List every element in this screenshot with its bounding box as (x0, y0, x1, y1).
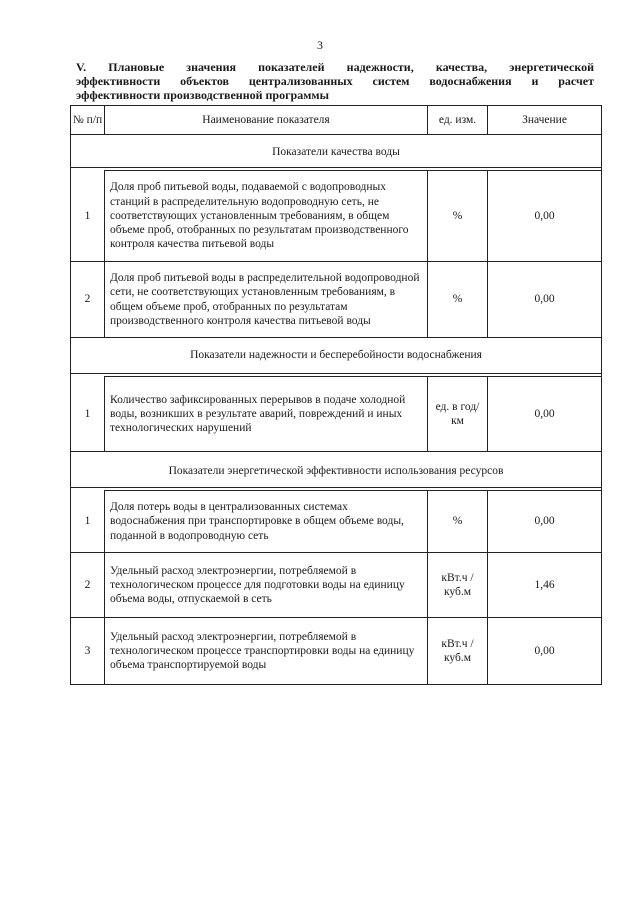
table-row (71, 377, 602, 452)
row-unit: кВт.ч / куб.м (428, 553, 488, 618)
heading-line-3: эффективности производственной программы (76, 88, 329, 102)
table-row (71, 171, 602, 262)
row-num: 2 (71, 262, 105, 338)
row-name: Количество зафиксированных перерывов в подаче холодной воды, возникших в результате аварий, повреждений и иных технологических нарушений (105, 377, 428, 452)
row-name: Доля потерь воды в централизованных системах водоснабжения при транспортировке в общем объеме воды, поданной в водопроводную сеть (105, 491, 428, 553)
row-num: 2 (71, 553, 105, 618)
row-value: 1,46 (488, 553, 602, 618)
section-title-row (71, 138, 602, 168)
section-title-energy: Показатели энергетической эффективности использования ресурсов (71, 455, 602, 488)
row-value: 0,00 (488, 491, 602, 553)
section-title-row (71, 338, 602, 374)
page-number: 3 (317, 38, 323, 52)
header-name: Наименование показателя (105, 106, 428, 135)
row-value: 0,00 (488, 618, 602, 685)
row-num: 3 (71, 618, 105, 685)
header-num: № п/п (71, 106, 105, 135)
section-heading (76, 60, 594, 88)
table-header-row (71, 106, 602, 135)
row-name: Удельный расход электроэнергии, потребляемой в технологическом процессе для подготовки воды на единицу объема воды, отпускаемой в сеть (105, 553, 428, 618)
row-unit: кВт.ч / куб.м (428, 618, 488, 685)
heading-line-1: V. Плановые значения показателей надежности, качества, энергетической (76, 60, 594, 74)
row-name: Доля проб питьевой воды в распределительной водопроводной сети, не соответствующих установленным требованиям, в общем объеме проб, отобранных по результатам производственного контроля качества питьевой воды (105, 262, 428, 338)
indicators-table (70, 105, 602, 685)
row-unit: % (428, 262, 488, 338)
row-unit: ед. в год/ км (428, 377, 488, 452)
section-title-row (71, 455, 602, 488)
heading-line-2: эффективности объектов централизованных систем водоснабжения и расчет (76, 74, 594, 88)
section-title-reliability: Показатели надежности и бесперебойности водоснабжения (71, 338, 602, 374)
header-value: Значение (488, 106, 602, 135)
table-row (71, 262, 602, 338)
table-row (71, 553, 602, 618)
row-name: Доля проб питьевой воды, подаваемой с водопроводных станций в распределительную водопроводную сеть, не соответствующих установленным требованиям, в общем объеме проб, отобранных по результатам производственного контроля качества питьевой воды (105, 171, 428, 262)
row-value: 0,00 (488, 262, 602, 338)
row-num: 1 (71, 171, 105, 262)
row-value: 0,00 (488, 171, 602, 262)
section-title-quality: Показатели качества воды (71, 138, 602, 168)
table-row (71, 618, 602, 685)
row-unit: % (428, 171, 488, 262)
header-unit: ед. изм. (428, 106, 488, 135)
table-row (71, 491, 602, 553)
row-name: Удельный расход электроэнергии, потребляемой в технологическом процессе транспортировки воды на единицу объема транспортируемой воды (105, 618, 428, 685)
row-unit: % (428, 491, 488, 553)
row-value: 0,00 (488, 377, 602, 452)
row-num: 1 (71, 377, 105, 452)
row-num: 1 (71, 491, 105, 553)
